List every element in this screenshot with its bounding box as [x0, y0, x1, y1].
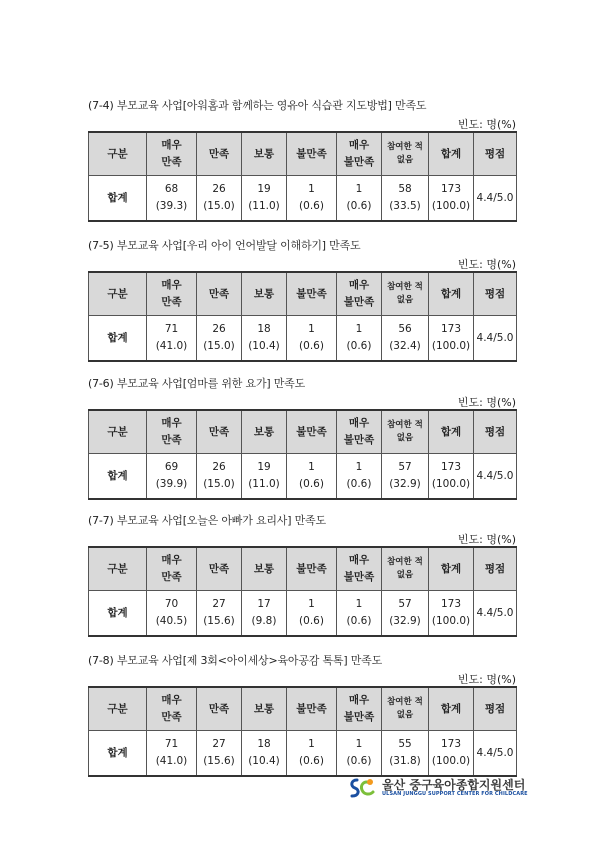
percent-value: (15.0) [203, 200, 235, 212]
table-cell [382, 176, 429, 222]
count-value: 69 [164, 461, 179, 473]
satisfaction-table [88, 271, 517, 362]
table-header-cell: 매우 만족 [147, 410, 197, 454]
table-header-cell: 평점 [474, 272, 517, 316]
percent-value: (40.5) [155, 615, 188, 627]
table-header-row [89, 272, 517, 316]
score-cell: 4.4/5.0 [474, 176, 517, 222]
satisfaction-section [88, 237, 516, 357]
percent-value: (32.9) [389, 478, 421, 490]
table-cell [429, 591, 474, 637]
table-header-cell: 참여한 적 없음 [382, 272, 429, 316]
table-header-cell: 불만족 [287, 132, 337, 176]
row-label: 합계 [89, 454, 147, 500]
table-row [89, 176, 517, 222]
count-value: 26 [212, 183, 226, 195]
percent-value: (100.0) [431, 615, 471, 627]
section-title: (7-7) 부모교육 사업[오늘은 아빠가 요리사] 만족도 [88, 514, 326, 527]
percent-value: (10.4) [248, 755, 280, 767]
count-value: 173 [440, 598, 462, 610]
table-cell [429, 316, 474, 362]
count-value: 1 [308, 598, 315, 610]
percent-value: (39.9) [155, 478, 188, 490]
percent-value: (0.6) [346, 755, 372, 767]
table-header-cell: 매우 불만족 [337, 547, 382, 591]
table-cell [242, 176, 287, 222]
table-row [89, 316, 517, 362]
table-header-cell: 보통 [242, 547, 287, 591]
count-value: 68 [164, 183, 179, 195]
percent-value: (32.4) [389, 340, 421, 352]
count-value: 173 [440, 323, 462, 335]
table-cell [147, 454, 197, 500]
percent-value: (41.0) [155, 755, 188, 767]
table-header-row [89, 410, 517, 454]
count-value: 19 [257, 461, 271, 473]
table-cell [147, 316, 197, 362]
table-cell [287, 591, 337, 637]
table-cell [429, 731, 474, 777]
unit-label: 빈도: 명(%) [457, 258, 516, 271]
row-label: 합계 [89, 176, 147, 222]
table-cell [197, 316, 242, 362]
count-value: 1 [355, 738, 363, 750]
percent-value: (0.6) [346, 200, 372, 212]
count-value: 173 [440, 461, 462, 473]
table-header-cell: 합계 [429, 132, 474, 176]
percent-value: (100.0) [431, 755, 471, 767]
table-cell [382, 316, 429, 362]
satisfaction-table [88, 131, 517, 222]
count-value: 17 [257, 598, 271, 610]
percent-value: (33.5) [389, 200, 421, 212]
table-header-cell: 평점 [474, 687, 517, 731]
row-label: 합계 [89, 731, 147, 777]
table-header-cell: 매우 불만족 [337, 132, 382, 176]
count-value: 56 [398, 323, 412, 335]
table-header-cell: 합계 [429, 410, 474, 454]
percent-value: (15.6) [203, 755, 235, 767]
table-header-cell: 불만족 [287, 547, 337, 591]
count-value: 57 [398, 598, 412, 610]
count-value: 57 [398, 461, 412, 473]
percent-value: (31.8) [389, 755, 421, 767]
table-cell [337, 731, 382, 777]
table-cell [147, 176, 197, 222]
table-cell [197, 176, 242, 222]
count-value: 1 [355, 323, 363, 335]
table-cell [242, 454, 287, 500]
count-value: 19 [257, 183, 271, 195]
satisfaction-section [88, 512, 516, 632]
table-header-cell: 구분 [89, 687, 147, 731]
table-header-cell: 구분 [89, 272, 147, 316]
table-header-cell: 매우 불만족 [337, 410, 382, 454]
table-header-cell: 매우 만족 [147, 547, 197, 591]
table-cell [382, 731, 429, 777]
table-header-cell: 참여한 적 없음 [382, 132, 429, 176]
score-cell: 4.4/5.0 [474, 731, 517, 777]
table-header-cell: 만족 [197, 132, 242, 176]
unit-label: 빈도: 명(%) [457, 396, 516, 409]
percent-value: (39.3) [155, 200, 188, 212]
table-header-cell: 만족 [197, 687, 242, 731]
unit-label: 빈도: 명(%) [457, 533, 516, 546]
table-cell [429, 176, 474, 222]
table-header-cell: 불만족 [287, 687, 337, 731]
count-value: 1 [308, 461, 315, 473]
table-header-cell: 보통 [242, 132, 287, 176]
table-header-cell: 보통 [242, 410, 287, 454]
table-cell [287, 316, 337, 362]
table-header-cell: 구분 [89, 132, 147, 176]
count-value: 18 [257, 323, 271, 335]
section-title: (7-5) 부모교육 사업[우리 아이 언어발달 이해하기] 만족도 [88, 239, 361, 252]
table-row [89, 454, 517, 500]
count-value: 18 [257, 738, 271, 750]
table-cell [287, 176, 337, 222]
percent-value: (15.0) [203, 340, 235, 352]
table-cell [242, 731, 287, 777]
table-header-cell: 합계 [429, 272, 474, 316]
count-value: 70 [164, 598, 179, 610]
percent-value: (0.6) [299, 200, 324, 212]
percent-value: (11.0) [248, 478, 280, 490]
percent-value: (15.6) [203, 615, 235, 627]
percent-value: (0.6) [299, 340, 324, 352]
table-header-cell: 매우 만족 [147, 272, 197, 316]
table-header-row [89, 547, 517, 591]
percent-value: (100.0) [431, 200, 471, 212]
table-header-cell: 보통 [242, 687, 287, 731]
row-label: 합계 [89, 316, 147, 362]
logo-icon [348, 776, 378, 800]
percent-value: (9.8) [251, 615, 277, 627]
table-header-cell: 만족 [197, 547, 242, 591]
table-cell [382, 591, 429, 637]
percent-value: (15.0) [203, 478, 235, 490]
count-value: 55 [398, 738, 412, 750]
table-header-cell: 합계 [429, 687, 474, 731]
percent-value: (32.9) [389, 615, 421, 627]
satisfaction-section [88, 97, 516, 217]
table-header-cell: 만족 [197, 410, 242, 454]
count-value: 58 [398, 183, 412, 195]
count-value: 27 [212, 598, 226, 610]
table-header-row [89, 687, 517, 731]
count-value: 1 [355, 183, 363, 195]
table-row [89, 591, 517, 637]
satisfaction-section [88, 652, 516, 772]
table-cell [287, 731, 337, 777]
satisfaction-table [88, 409, 517, 500]
table-cell [287, 454, 337, 500]
logo-name: 울산 중구육아종합지원센터 [382, 778, 526, 792]
count-value: 1 [355, 461, 363, 473]
table-header-cell: 참여한 적 없음 [382, 687, 429, 731]
percent-value: (0.6) [299, 615, 324, 627]
table-cell [429, 454, 474, 500]
table-header-cell: 합계 [429, 547, 474, 591]
percent-value: (10.4) [248, 340, 280, 352]
count-value: 1 [308, 323, 315, 335]
table-row [89, 731, 517, 777]
table-header-cell: 불만족 [287, 410, 337, 454]
count-value: 173 [440, 183, 462, 195]
table-header-cell: 평점 [474, 410, 517, 454]
table-header-cell: 불만족 [287, 272, 337, 316]
table-header-cell: 만족 [197, 272, 242, 316]
table-cell [382, 454, 429, 500]
table-header-cell: 매우 불만족 [337, 272, 382, 316]
count-value: 26 [212, 323, 226, 335]
count-value: 71 [164, 738, 179, 750]
count-value: 26 [212, 461, 226, 473]
section-title: (7-4) 부모교육 사업[아워홈과 함께하는 영유아 식습관 지도방법] 만족도 [88, 99, 427, 112]
section-title: (7-8) 부모교육 사업[제 3회<아이세상>육아공감 톡톡] 만족도 [88, 654, 382, 667]
table-header-cell: 보통 [242, 272, 287, 316]
table-header-cell: 평점 [474, 132, 517, 176]
percent-value: (0.6) [346, 615, 372, 627]
table-header-cell: 참여한 적 없음 [382, 410, 429, 454]
table-header-row [89, 132, 517, 176]
count-value: 71 [164, 323, 179, 335]
table-header-cell: 구분 [89, 547, 147, 591]
table-header-cell: 매우 불만족 [337, 687, 382, 731]
count-value: 1 [308, 738, 315, 750]
count-value: 1 [308, 183, 315, 195]
score-cell: 4.4/5.0 [474, 316, 517, 362]
count-value: 173 [440, 738, 462, 750]
percent-value: (0.6) [299, 755, 324, 767]
table-cell [337, 316, 382, 362]
table-cell [242, 316, 287, 362]
count-value: 1 [355, 598, 363, 610]
table-cell [337, 176, 382, 222]
satisfaction-section [88, 375, 516, 495]
unit-label: 빈도: 명(%) [457, 118, 516, 131]
center-logo [348, 776, 538, 800]
table-cell [147, 731, 197, 777]
score-cell: 4.4/5.0 [474, 454, 517, 500]
unit-label: 빈도: 명(%) [457, 673, 516, 686]
logo-subtitle: ULSAN JUNGGU SUPPORT CENTER FOR CHILDCARE [382, 791, 528, 797]
percent-value: (0.6) [346, 340, 372, 352]
table-cell [147, 591, 197, 637]
table-cell [197, 591, 242, 637]
table-header-cell: 참여한 적 없음 [382, 547, 429, 591]
percent-value: (100.0) [431, 478, 471, 490]
satisfaction-table [88, 546, 517, 637]
percent-value: (11.0) [248, 200, 280, 212]
table-header-cell: 평점 [474, 547, 517, 591]
percent-value: (0.6) [299, 478, 324, 490]
percent-value: (0.6) [346, 478, 372, 490]
table-header-cell: 매우 만족 [147, 687, 197, 731]
satisfaction-table [88, 686, 517, 777]
table-cell [242, 591, 287, 637]
table-cell [197, 454, 242, 500]
table-header-cell: 구분 [89, 410, 147, 454]
section-title: (7-6) 부모교육 사업[엄마를 위한 요가] 만족도 [88, 377, 306, 390]
score-cell: 4.4/5.0 [474, 591, 517, 637]
count-value: 27 [212, 738, 226, 750]
percent-value: (100.0) [431, 340, 471, 352]
table-cell [337, 454, 382, 500]
table-header-cell: 매우 만족 [147, 132, 197, 176]
table-cell [337, 591, 382, 637]
table-cell [197, 731, 242, 777]
percent-value: (41.0) [155, 340, 188, 352]
row-label: 합계 [89, 591, 147, 637]
